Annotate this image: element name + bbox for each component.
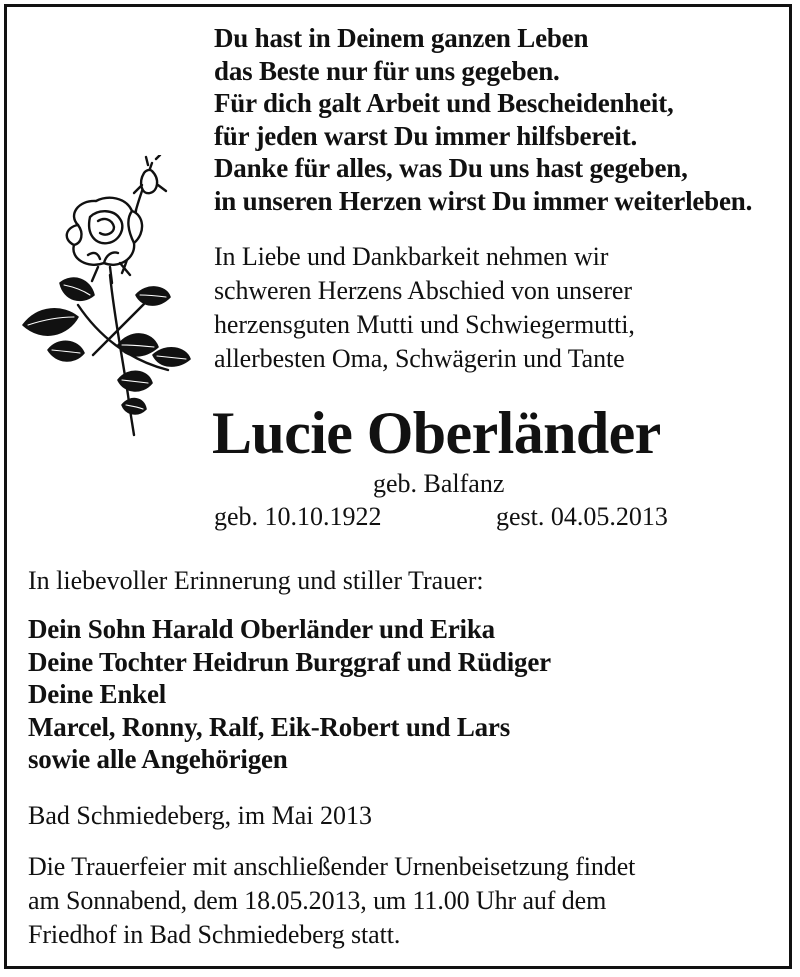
mourner-line: Dein Sohn Harald Oberländer und Erika — [28, 614, 495, 644]
funeral-notice — [28, 850, 635, 952]
mourner-line: sowie alle Angehörigen — [28, 744, 288, 774]
intro-line: herzensguten Mutti und Schwiegermutti, — [214, 310, 635, 339]
intro-line: schweren Herzens Abschied von unserer — [214, 276, 632, 305]
poem-line: für jeden warst Du immer hilfsbereit. — [214, 120, 638, 151]
maiden-name: geb. Balfanz — [373, 469, 505, 498]
mourner-line: Deine Tochter Heidrun Burggraf und Rüdiger — [28, 646, 551, 677]
intro-line: allerbesten Oma, Schwägerin und Tante — [214, 344, 625, 373]
mourner-line: Marcel, Ronny, Ralf, Eik-Robert und Lars — [28, 711, 511, 742]
life-dates — [214, 500, 668, 534]
rose-icon — [18, 155, 193, 440]
poem-line: Für dich galt Arbeit und Bescheidenheit, — [214, 88, 674, 118]
mourner-line: Deine Enkel — [28, 679, 167, 709]
deceased-name: Lucie Oberländer — [212, 400, 661, 466]
funeral-line: am Sonnabend, dem 18.05.2013, um 11.00 Uhr auf dem — [28, 886, 607, 915]
poem-line: Du hast in Deinem ganzen Leben — [214, 23, 589, 53]
mourning-line: In liebevoller Erinnerung und stiller Trauer: — [28, 566, 484, 595]
farewell-intro — [214, 240, 635, 376]
place-date: Bad Schmiedeberg, im Mai 2013 — [28, 801, 372, 830]
intro-line: In Liebe und Dankbarkeit nehmen wir — [214, 242, 609, 271]
funeral-line: Friedhof in Bad Schmiedeberg statt. — [28, 920, 401, 949]
funeral-line: Die Trauerfeier mit anschließender Urnenbeisetzung findet — [28, 852, 636, 881]
mourners-list — [28, 613, 551, 776]
poem-line: in unseren Herzen wirst Du immer weiterleben. — [214, 185, 753, 216]
poem-line: das Beste nur für uns gegeben. — [214, 55, 560, 86]
poem-verse — [214, 22, 752, 217]
death-date: gest. 04.05.2013 — [496, 502, 668, 531]
birth-date: geb. 10.10.1922 — [214, 502, 382, 531]
poem-line: Danke für alles, was Du uns hast gegeben, — [214, 153, 688, 183]
